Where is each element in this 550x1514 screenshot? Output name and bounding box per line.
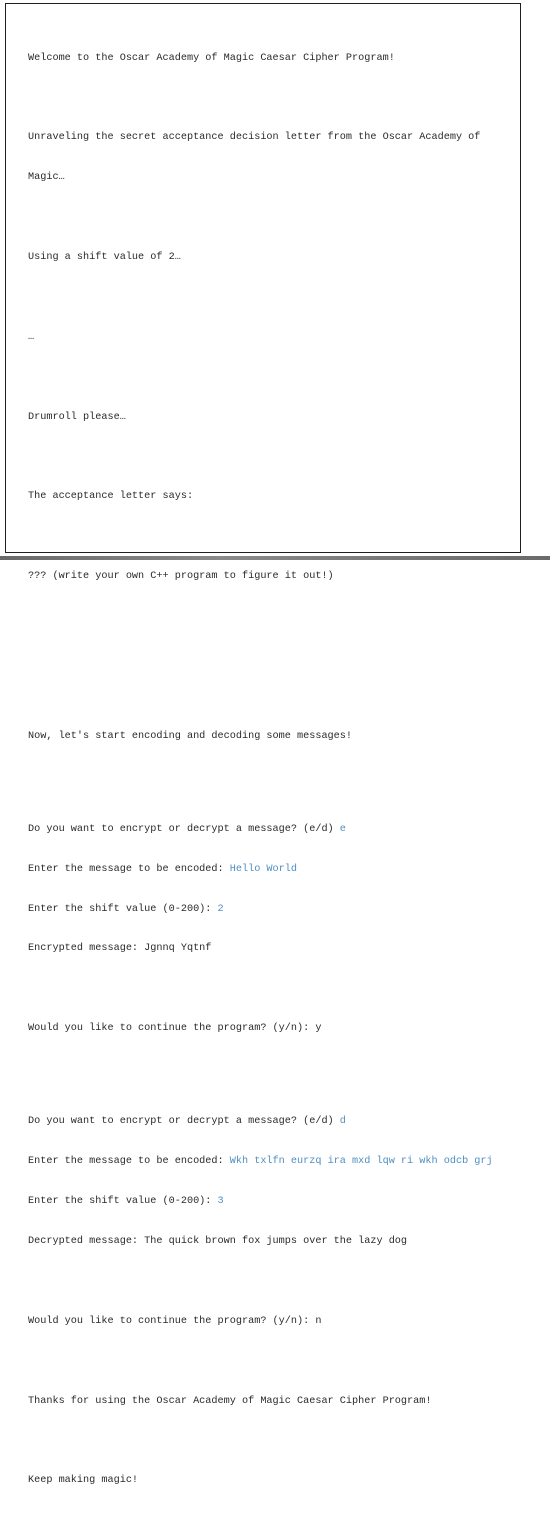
- unravel-line-1: Unraveling the secret acceptance decision letter from the Oscar Academy of: [28, 132, 481, 144]
- letter-content-line: ??? (write your own C++ program to figure it out!): [28, 571, 334, 583]
- shift-input[interactable]: 3: [217, 1196, 224, 1208]
- blank-line: [28, 371, 520, 384]
- letter-says-line: The acceptance letter says:: [28, 491, 194, 503]
- continue-prompt-line: Would you like to continue the program? (y/n): n: [28, 1315, 322, 1327]
- blank-line: [28, 650, 520, 663]
- welcome-line: Welcome to the Oscar Academy of Magic Caesar Cipher Program!: [28, 52, 395, 64]
- blank-line: [28, 770, 520, 783]
- blank-line: [28, 451, 520, 464]
- mode-prompt-text: Do you want to encrypt or decrypt a message? (e/d): [28, 1116, 340, 1128]
- thanks-line: Thanks for using the Oscar Academy of Magic Caesar Cipher Program!: [28, 1395, 432, 1407]
- message-prompt-line: [28, 863, 520, 876]
- blank-line: [28, 1275, 520, 1288]
- blank-line: [28, 610, 520, 623]
- mode-input[interactable]: e: [339, 823, 346, 835]
- blank-line: [28, 1434, 520, 1447]
- blank-line: [28, 91, 520, 104]
- blank-line: [28, 982, 520, 995]
- blank-line: [28, 211, 520, 224]
- start-msg-line: Now, let's start encoding and decoding some messages!: [28, 730, 353, 742]
- terminal-window[interactable]: [5, 3, 521, 1487]
- drumroll-line: Drumroll please…: [28, 411, 126, 423]
- console-output: [28, 25, 520, 1514]
- blank-line: [28, 291, 520, 304]
- blank-line: [28, 530, 520, 543]
- mode-prompt-line: [28, 823, 520, 836]
- result-line: Encrypted message: Jgnnq Yqtnf: [28, 943, 212, 955]
- window-bottom-strip: [0, 556, 550, 560]
- blank-line: [28, 1355, 520, 1368]
- message-prompt-line: [28, 1155, 520, 1168]
- ellipsis-line: …: [28, 331, 35, 343]
- shift-prompt-line: [28, 1195, 520, 1208]
- mode-prompt-text: Do you want to encrypt or decrypt a message? (e/d): [28, 823, 340, 835]
- message-prompt-text: Enter the message to be encoded:: [28, 1156, 230, 1168]
- shift-prompt-line: [28, 903, 520, 916]
- shift-input[interactable]: 2: [217, 903, 224, 915]
- message-input[interactable]: Hello World: [229, 863, 297, 875]
- shift-info-line: Using a shift value of 2…: [28, 252, 181, 264]
- blank-line: [28, 690, 520, 703]
- shift-prompt-text: Enter the shift value (0-200):: [28, 1196, 218, 1208]
- result-line: Decrypted message: The quick brown fox jumps over the lazy dog: [28, 1236, 408, 1248]
- shift-prompt-text: Enter the shift value (0-200):: [28, 903, 218, 915]
- mode-prompt-line: [28, 1115, 520, 1128]
- blank-line: [28, 1062, 520, 1075]
- mode-input[interactable]: d: [339, 1116, 346, 1128]
- message-input[interactable]: Wkh txlfn eurzq ira mxd lqw ri wkh odcb grj: [229, 1156, 493, 1168]
- unravel-line-2: Magic…: [28, 172, 65, 184]
- continue-prompt-line: Would you like to continue the program? (y/n): y: [28, 1023, 322, 1035]
- message-prompt-text: Enter the message to be encoded:: [28, 863, 230, 875]
- farewell-line: Keep making magic!: [28, 1475, 139, 1487]
